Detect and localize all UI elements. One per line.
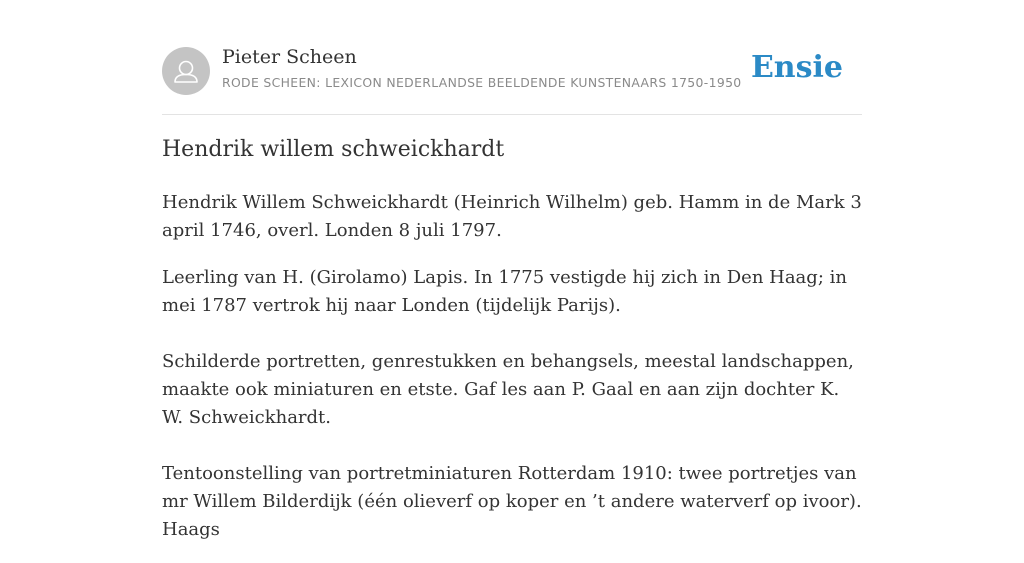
paragraph-training: Leerling van H. (Girolamo) Lapis. In 1775 vestigde hij zich in Den Haag; in mei 1787 vertrok hij naar Londen (tijdelijk Parijs). (162, 267, 847, 316)
article-header (162, 46, 862, 115)
ensie-logo[interactable]: Ensie (750, 50, 843, 85)
author-name[interactable]: Pieter Scheen (222, 46, 357, 68)
user-avatar-icon[interactable] (162, 47, 210, 95)
paragraph-exhibition: Tentoonstelling van portretminiaturen Rotterdam 1910: twee portretjes van mr Willem Bilderdijk (één olieverf op koper en ’t andere waterverf op ivoor). Haags (162, 463, 862, 540)
article-title: Hendrik willem schweickhardt (162, 137, 505, 162)
paragraph-work: Schilderde portretten, genrestukken en behangsels, meestal landschappen, maakte ook miniaturen en etste. Gaf les aan P. Gaal en aan zijn dochter K. W. Schweickhardt. (162, 351, 854, 428)
paragraph-birth-death: Hendrik Willem Schweickhardt (Heinrich Wilhelm) geb. Hamm in de Mark 3 april 1746, overl. Londen 8 juli 1797. (162, 192, 862, 241)
article-body (162, 189, 862, 563)
source-name[interactable]: RODE SCHEEN: LEXICON NEDERLANDSE BEELDENDE KUNSTENAARS 1750-1950 (222, 75, 742, 90)
